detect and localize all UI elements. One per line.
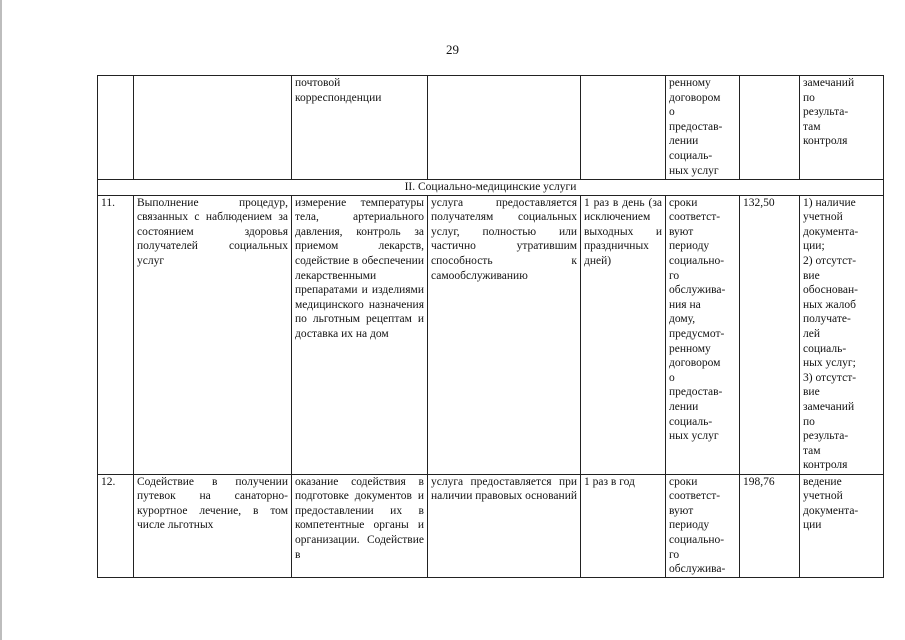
cell-content: почтовой корреспонденции [292,76,428,180]
service-terms: сроки соответст- вуют периоду социально- го обслужива- ния на дому, предусмот- ренному договором о предостав- лении социаль- ных услуг [666,195,740,474]
cell-terms: ренному договором о предостав- лении социаль- ных услуг [666,76,740,180]
cell-indicators: замечаний по результа- там контроля [800,76,884,180]
service-name: Содействие в получении путевок на санаторно-курортное лечение, в том числе льготных [134,474,292,577]
row-number: 11. [98,195,134,474]
page-number: 29 [446,42,459,57]
service-price: 198,76 [740,474,800,577]
cell-conditions [428,76,581,180]
page-edge-line [0,0,2,640]
section-header-row [98,180,884,196]
cell-num [98,76,134,180]
service-name: Выполнение процедур, связанных с наблюдением за состоянием здоровья получателей социальных услуг [134,195,292,474]
table-row-continuation [98,76,884,180]
service-frequency: 1 раз в день (за исключением выходных и праздничных дней) [581,195,666,474]
services-table [97,75,884,578]
section-title: II. Социально-медицинские услуги [98,180,884,196]
cell-price [740,76,800,180]
service-conditions: услуга предоставляется получателям социальных услуг, полностью или частично утратившим способность к самообслуживанию [428,195,581,474]
service-conditions: услуга предоставляется при наличии правовых оснований [428,474,581,577]
row-number: 12. [98,474,134,577]
service-frequency: 1 раз в год [581,474,666,577]
service-indicators: ведение учетной документа- ции [800,474,884,577]
service-price: 132,50 [740,195,800,474]
cell-name [134,76,292,180]
table-row [98,474,884,577]
cell-frequency [581,76,666,180]
service-content: измерение температуры тела, артериального давления, контроль за приемом лекарств, содействие в обеспечении лекарственными препаратами и изделиями медицинского назначения по льготным рецептам и доставка их на дом [292,195,428,474]
service-terms: сроки соответст- вуют периоду социально- го обслужива- [666,474,740,577]
service-content: оказание содействия в подготовке документов и предоставлении их в компетентные органы и организации. Содействие в [292,474,428,577]
service-indicators: 1) наличие учетной документа- ции; 2) отсутст- вие обоснован- ных жалоб получате- лей социаль- ных услуг; 3) отсутст- вие замечаний по результа- там контроля [800,195,884,474]
table-row [98,195,884,474]
